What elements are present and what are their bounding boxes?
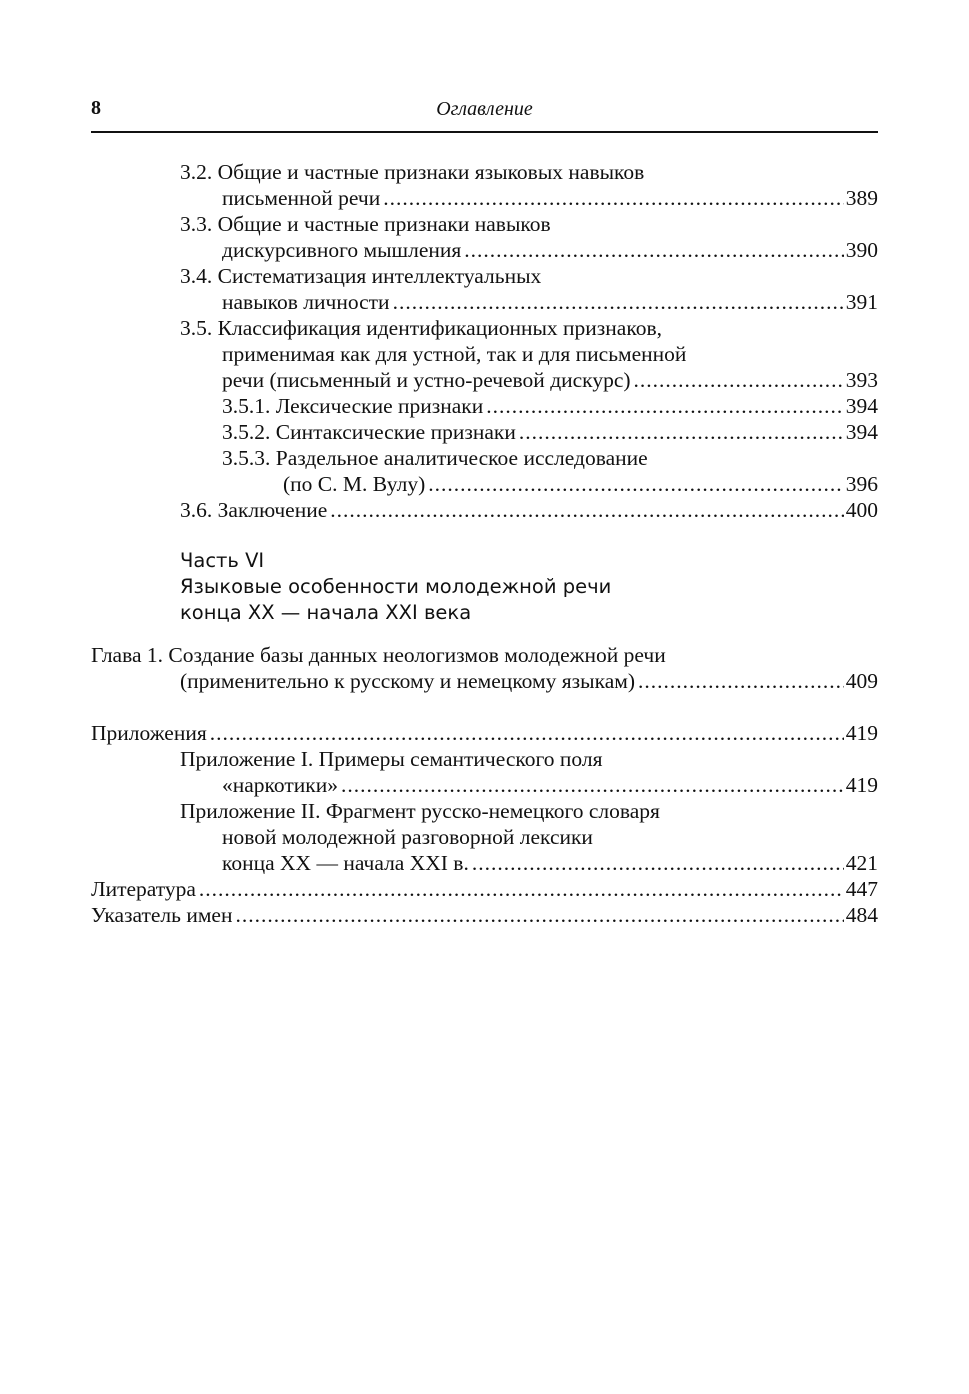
part-title-line2: конца XX — начала XXI века [180, 601, 472, 624]
dot-leader [235, 902, 843, 928]
toc-entry-text: навыков личности [222, 290, 390, 314]
toc-entry-text: 3.2. Общие и частные признаки языковых навыков [180, 160, 645, 184]
toc-entry-text: 3.4. Систематизация интеллектуальных [180, 264, 542, 288]
toc-entry-appendices [91, 720, 878, 746]
toc-entry-3-3-cont [222, 237, 878, 263]
toc-page-number: 419 [845, 721, 878, 745]
toc-entry-text: 3.6. Заключение [180, 498, 328, 522]
toc-entry-3-3 [180, 211, 551, 237]
toc-entry-text: Указатель имен [91, 903, 233, 927]
running-title: Оглавление [436, 98, 533, 120]
toc-entry-literature [91, 876, 878, 902]
page-header [91, 97, 878, 127]
toc-entry-name-index [91, 902, 878, 928]
toc-entry-3-5 [180, 315, 662, 341]
toc-entry-text: применимая как для устной, так и для письменной [222, 342, 687, 366]
toc-entry-3-5-cont [222, 341, 686, 367]
toc-entry-text: 3.5.3. Раздельное аналитическое исследование [222, 446, 648, 470]
toc-page-number: 400 [845, 498, 878, 522]
dot-leader [486, 393, 844, 419]
toc-page-number: 396 [845, 472, 878, 496]
toc-page-number: 421 [845, 851, 878, 875]
dot-leader [330, 497, 843, 523]
toc-page-number: 484 [845, 903, 878, 927]
toc-entry-appendix-2 [180, 798, 660, 824]
toc-entry-text: Приложения [91, 721, 207, 745]
toc-page-number: 390 [845, 238, 878, 262]
toc-entry-text: речи (письменный и устно-речевой дискурс) [222, 368, 631, 392]
toc-page-number: 394 [845, 420, 878, 444]
toc-page-number: 393 [845, 368, 878, 392]
toc-entry-3-6 [180, 497, 878, 523]
toc-entry-text: 3.3. Общие и частные признаки навыков [180, 212, 551, 236]
toc-entry-text: дискурсивного мышления [222, 238, 462, 262]
part-title-line1: Языковые особенности молодежной речи [180, 575, 612, 598]
dot-leader [472, 850, 844, 876]
toc-entry-appendix-2-cont [222, 824, 593, 850]
dot-leader [428, 471, 844, 497]
toc-entry-3-5-2 [222, 419, 878, 445]
toc-entry-appendix-2-cont2 [222, 850, 878, 876]
toc-entry-3-5-cont2 [222, 367, 878, 393]
toc-entry-text: конца XX — начала XXI в. [222, 851, 469, 875]
toc-entry-3-5-3-cont [283, 471, 878, 497]
toc-entry-text: (применительно к русскому и немецкому языкам) [180, 669, 635, 693]
toc-entry-text: 3.5. Классификация идентификационных признаков, [180, 316, 662, 340]
dot-leader [199, 876, 844, 902]
part-label: Часть VI [180, 549, 265, 572]
toc-entry-text: письменной речи [222, 186, 381, 210]
dot-leader [383, 185, 844, 211]
toc-entry-3-2 [180, 159, 644, 185]
dot-leader [341, 772, 844, 798]
toc-entry-appendix-1 [180, 746, 602, 772]
toc-entry-text: «наркотики» [222, 773, 338, 797]
toc-page-number: 409 [845, 669, 878, 693]
dot-leader [638, 668, 844, 694]
dot-leader [634, 367, 844, 393]
toc-page-number: 447 [845, 877, 878, 901]
toc-entry-text: 3.5.2. Синтаксические признаки [222, 420, 516, 444]
dot-leader [210, 720, 844, 746]
toc-entry-text: (по С. М. Вулу) [283, 472, 426, 496]
toc-page-number: 394 [845, 394, 878, 418]
toc-entry-3-4-cont [222, 289, 878, 315]
toc-entry-3-5-3 [222, 445, 648, 471]
header-rule [91, 131, 878, 133]
toc-entry-text: Приложение II. Фрагмент русско-немецкого словаря [180, 799, 660, 823]
page-number: 8 [91, 97, 101, 119]
dot-leader [519, 419, 844, 445]
toc-entry-chapter-1 [91, 642, 666, 668]
toc-page-number: 391 [845, 290, 878, 314]
toc-entry-appendix-1-cont [222, 772, 878, 798]
dot-leader [393, 289, 844, 315]
toc-entry-text: 3.5.1. Лексические признаки [222, 394, 484, 418]
toc-entry-text: Приложение I. Примеры семантического поля [180, 747, 603, 771]
toc-page-number: 389 [845, 186, 878, 210]
toc-entry-3-5-1 [222, 393, 878, 419]
toc-entry-chapter-1-cont [180, 668, 878, 694]
toc-entry-text: Глава 1. Создание базы данных неологизмов молодежной речи [91, 643, 666, 667]
toc-page-number: 419 [845, 773, 878, 797]
toc-entry-text: Литература [91, 877, 196, 901]
dot-leader [464, 237, 843, 263]
toc-entry-3-2-cont [222, 185, 878, 211]
toc-entry-text: новой молодежной разговорной лексики [222, 825, 593, 849]
toc-entry-3-4 [180, 263, 541, 289]
